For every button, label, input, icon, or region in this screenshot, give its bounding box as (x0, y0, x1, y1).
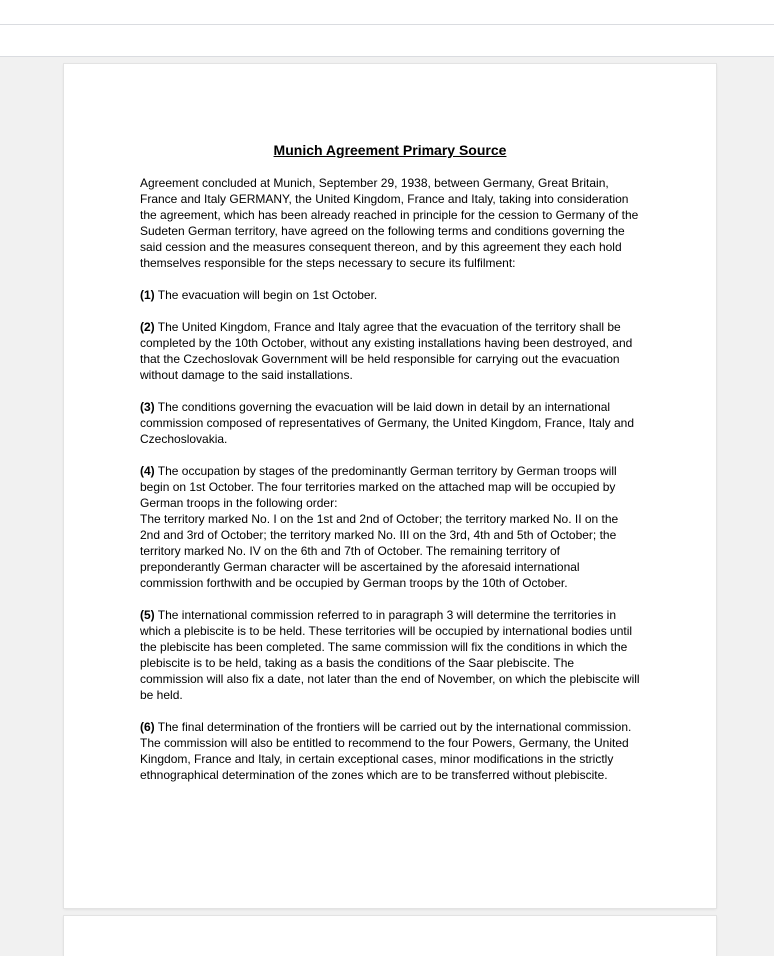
clause-number: (2) (140, 320, 155, 334)
clause-number: (3) (140, 400, 155, 414)
clause-1 (140, 287, 640, 303)
clause-2 (140, 319, 640, 383)
intro-paragraph: Agreement concluded at Munich, September 29, 1938, between Germany, Great Britain, France and Italy GERMANY, the United Kingdom, France and Italy, taking into consideration the agreement, which has been already reached in principle for the cession to Germany of the Sudeten German territory, have agreed on the following terms and conditions governing the said cession and the measures consequent thereon, and by this agreement they each hold themselves responsible for the steps necessary to secure its fulfilment: (140, 176, 639, 270)
clause-text: The final determination of the frontiers will be carried out by the international commission. The commission will also be entitled to recommend to the four Powers, Germany, the United Kingdom, France and Italy, in certain exceptional cases, minor modifications in the strictly ethnographical determination of the zones which are to be transferred without plebiscite. (140, 720, 632, 782)
document-content (140, 142, 640, 799)
clause-number: (5) (140, 608, 155, 622)
toolbar (0, 25, 774, 57)
next-page (64, 916, 716, 956)
clause-3 (140, 399, 640, 447)
top-bar (0, 0, 774, 25)
clause-text: The evacuation will begin on 1st October. (154, 288, 378, 302)
clause-6 (140, 719, 640, 783)
document-page (64, 64, 716, 908)
document-title: Munich Agreement Primary Source (273, 142, 507, 158)
clause-number: (6) (140, 720, 155, 734)
clause-text: The international commission referred to in paragraph 3 will determine the territories in which a plebiscite is to be held. These territories will be occupied by international bodies until the plebiscite has been completed. The same commission will fix the conditions in which the plebiscite is to be held, taking as a basis the conditions of the Saar plebiscite. The commission will also fix a date, not later than the end of November, on which the plebiscite will be held. (140, 608, 640, 702)
clause-number: (1) (140, 288, 155, 302)
clause-5 (140, 607, 640, 703)
clause-text: The United Kingdom, France and Italy agree that the evacuation of the territory shall be completed by the 10th October, without any existing installations having been destroyed, and that the Czechoslovak Government will be held responsible for carrying out the evacuation without damage to the said installations. (140, 320, 633, 382)
clause-number: (4) (140, 464, 155, 478)
clause-text: The conditions governing the evacuation will be laid down in detail by an international commission composed of representatives of Germany, the United Kingdom, France, Italy and Czechoslovakia. (140, 400, 635, 446)
clause-continuation: The territory marked No. I on the 1st and 2nd of October; the territory marked No. II on the 2nd and 3rd of October; the territory marked No. III on the 3rd, 4th and 5th of October; the territory marked No. IV on the 6th and 7th of October. The remaining territory of preponderantly German character will be ascertained by the aforesaid international commission forthwith and be occupied by German troops by the 10th of October. (140, 512, 619, 590)
clause-4 (140, 463, 640, 591)
clause-text: The occupation by stages of the predominantly German territory by German troops will begin on 1st October. The four territories marked on the attached map will be occupied by German troops in the following order: (140, 464, 617, 510)
